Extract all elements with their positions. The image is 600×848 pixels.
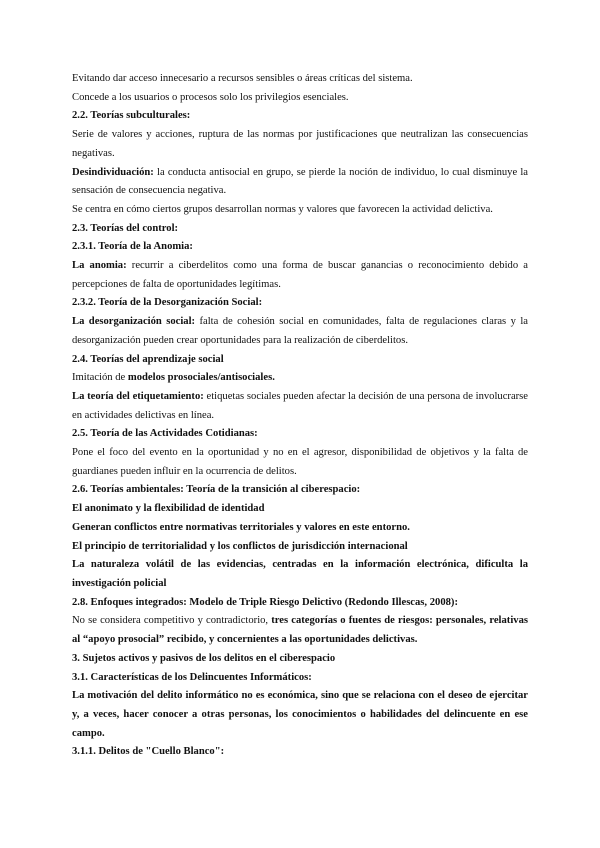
bold-text: 3.1.1. Delitos de "Cuello Blanco": bbox=[72, 746, 225, 758]
bold-text: 2.5. Teoría de las Actividades Cotidianas: bbox=[72, 428, 258, 440]
body-text: Concede a los usuarios o procesos solo los privilegios esenciales. bbox=[72, 91, 349, 103]
paragraph bbox=[72, 425, 528, 444]
bold-text: 2.3.2. Teoría de la Desorganización Social: bbox=[72, 297, 263, 309]
body-text: etiquetas sociales pueden afectar la decisión de una persona de involucrarse en actividades delictivas en línea. bbox=[72, 390, 529, 421]
bold-text: 2.3.1. Teoría de la Anomia: bbox=[72, 241, 193, 253]
bold-text: El principio de territorialidad y los conflictos de jurisdicción internacional bbox=[72, 540, 408, 552]
paragraph bbox=[72, 500, 528, 519]
paragraph bbox=[72, 89, 528, 108]
paragraph bbox=[72, 201, 528, 220]
body-text: Serie de valores y acciones, ruptura de las normas por justificaciones que neutralizan las consecuencias negativas. bbox=[72, 129, 528, 159]
paragraph bbox=[72, 556, 528, 593]
body-text: recurrir a ciberdelitos como una forma de buscar ganancias o reconocimiento debido a percepciones de falta de oportunidades legítimas. bbox=[72, 260, 528, 290]
bold-text: 3.1. Características de los Delincuentes Informáticos: bbox=[72, 671, 312, 683]
bold-text: tres categorías o fuentes de riesgos: personales, relativas al “apoyo prosocial” recibido, y concernientes a las oportunidades delictivas. bbox=[72, 615, 528, 646]
bold-text: El anonimato y la flexibilidad de identidad bbox=[72, 503, 265, 515]
paragraph bbox=[72, 594, 528, 613]
paragraph bbox=[72, 351, 528, 370]
bold-text: La motivación del delito informático no es económica, sino que se relaciona con el deseo de ejercitar y, a veces, hacer conocer a otras personas, los conocimientos o habilidades del delincuente en ese campo. bbox=[72, 690, 528, 739]
body-text: Evitando dar acceso innecesario a recursos sensibles o áreas críticas del sistema. bbox=[72, 73, 413, 84]
body-text: No se considera competitivo y contradictorio, bbox=[72, 615, 272, 627]
bold-text: 2.2. Teorías subculturales: bbox=[72, 110, 191, 122]
body-text: Imitación de bbox=[72, 372, 128, 384]
bold-text: 2.8. Enfoques integrados: Modelo de Triple Riesgo Delictivo (Redondo Illescas, 2008): bbox=[72, 596, 458, 608]
body-text: Pone el foco del evento en la oportunidad y no en el agresor, disponibilidad de objetivos y la falta de guardianes pueden influir en la ocurrencia de delitos. bbox=[72, 447, 528, 477]
paragraph bbox=[72, 687, 528, 743]
bold-text: La naturaleza volátil de las evidencias, centradas en la información electrónica, dificulta la investigación policial bbox=[72, 559, 528, 589]
bold-text: La anomia: bbox=[72, 260, 127, 272]
bold-text: La teoría del etiquetamiento: bbox=[72, 390, 204, 402]
paragraph bbox=[72, 481, 528, 500]
body-text: Se centra en cómo ciertos grupos desarrollan normas y valores que favorecen la actividad delictiva. bbox=[72, 203, 493, 215]
paragraph bbox=[72, 519, 528, 538]
paragraph bbox=[72, 388, 528, 425]
bold-text: 2.3. Teorías del control: bbox=[72, 222, 179, 234]
paragraph bbox=[72, 313, 528, 350]
paragraph bbox=[72, 220, 528, 239]
paragraph bbox=[72, 70, 528, 89]
bold-text: 2.4. Teorías del aprendizaje social bbox=[72, 353, 224, 365]
bold-text: 2.6. Teorías ambientales: Teoría de la transición al ciberespacio: bbox=[72, 484, 361, 496]
paragraph bbox=[72, 538, 528, 557]
body-text: la conducta antisocial en grupo, se pierde la noción de individuo, lo cual disminuye la sensación de consecuencia negativa. bbox=[72, 166, 528, 197]
paragraph bbox=[72, 444, 528, 481]
paragraph bbox=[72, 257, 528, 294]
paragraph bbox=[72, 612, 528, 649]
paragraph bbox=[72, 369, 528, 388]
paragraph bbox=[72, 669, 528, 688]
paragraph bbox=[72, 294, 528, 313]
bold-text: Desindividuación: bbox=[72, 166, 154, 178]
paragraph bbox=[72, 650, 528, 669]
paragraph bbox=[72, 238, 528, 257]
bold-text: 3. Sujetos activos y pasivos de los delitos en el ciberespacio bbox=[72, 652, 336, 664]
paragraph bbox=[72, 743, 528, 762]
document-page bbox=[72, 70, 528, 762]
paragraph bbox=[72, 164, 528, 201]
bold-text: Generan conflictos entre normativas territoriales y valores en este entorno. bbox=[72, 521, 410, 533]
paragraph bbox=[72, 126, 528, 163]
paragraph bbox=[72, 107, 528, 126]
bold-text: La desorganización social: bbox=[72, 316, 196, 328]
bold-text: modelos prosociales/antisociales. bbox=[127, 372, 275, 384]
body-text: falta de cohesión social en comunidades, falta de regulaciones claras y la desorganización pueden crear oportunidades para la realización de ciberdelitos. bbox=[72, 316, 528, 346]
